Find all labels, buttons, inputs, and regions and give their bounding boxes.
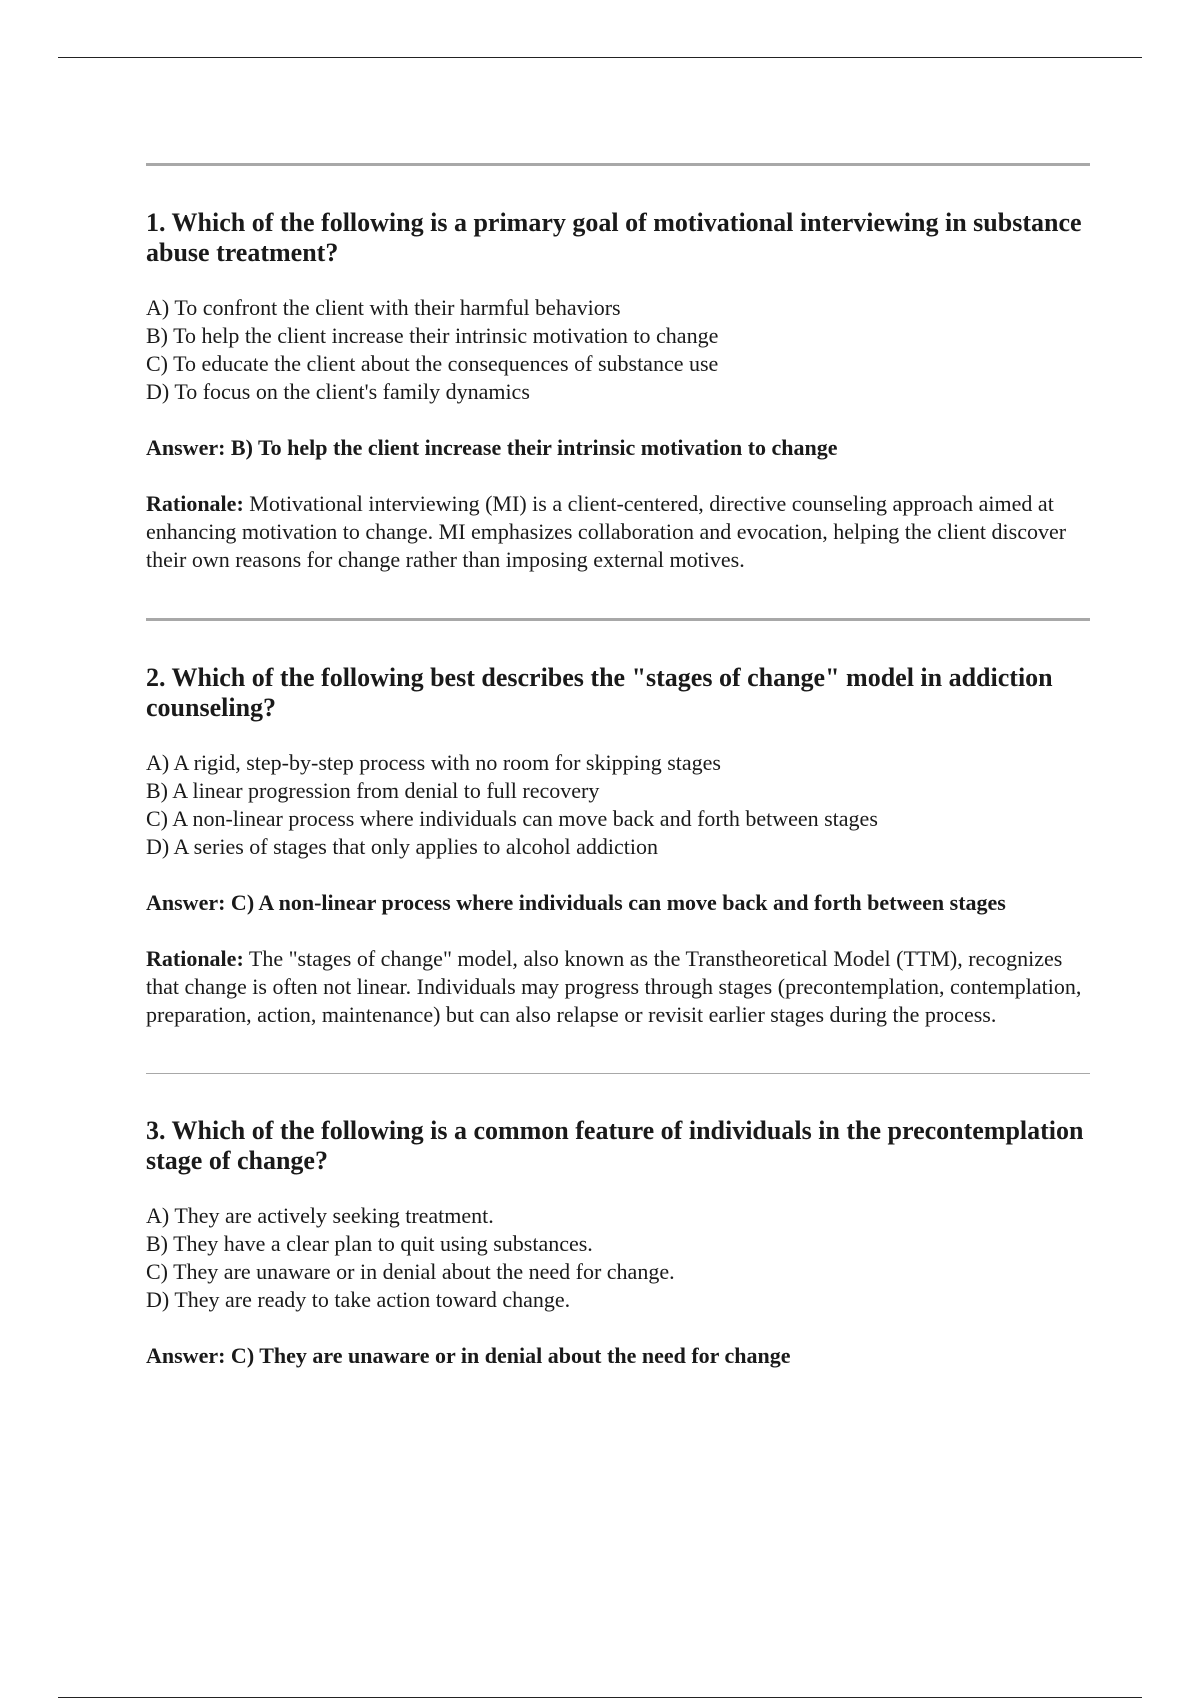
question-3: [146, 1074, 1090, 1370]
rationale-text: The "stages of change" model, also known as the Transtheoretical Model (TTM), recognizes that change is often not linear. Individuals may progress through stages (precontemplation, contemplation, preparation, action, maintenance) but can also relapse or revisit earlier stages during the process.: [146, 946, 1082, 1027]
page-bottom-rule: [58, 1697, 1142, 1698]
rationale-label: Rationale:: [146, 946, 244, 971]
question-title: 2. Which of the following best describes the "stages of change" model in addiction counseling?: [146, 663, 1053, 722]
option-a: A) They are actively seeking treatment.: [146, 1203, 494, 1228]
option-c: C) A non-linear process where individuals can move back and forth between stages: [146, 806, 878, 831]
option-d: D) A series of stages that only applies to alcohol addiction: [146, 834, 659, 859]
document-body: [146, 163, 1090, 1370]
option-c: C) To educate the client about the consequences of substance use: [146, 351, 719, 376]
rationale-label: Rationale:: [146, 491, 244, 516]
option-b: B) To help the client increase their intrinsic motivation to change: [146, 323, 719, 348]
option-a: A) A rigid, step-by-step process with no room for skipping stages: [146, 750, 721, 775]
rationale-text: Motivational interviewing (MI) is a client-centered, directive counseling approach aimed at enhancing motivation to change. MI emphasizes collaboration and evocation, helping the client discover their own reasons for change rather than imposing external motives.: [146, 491, 1067, 572]
answer-line: Answer: C) They are unaware or in denial about the need for change: [146, 1343, 791, 1368]
page-top-rule: [58, 57, 1142, 58]
answer-line: Answer: B) To help the client increase their intrinsic motivation to change: [146, 435, 838, 460]
rationale: [146, 917, 1090, 1073]
rationale: [146, 462, 1090, 618]
answer-options: [146, 723, 1090, 861]
question-title: 1. Which of the following is a primary goal of motivational interviewing in substance abuse treatment?: [146, 208, 1082, 267]
answer-line: Answer: C) A non-linear process where individuals can move back and forth between stages: [146, 890, 1006, 915]
option-d: D) They are ready to take action toward change.: [146, 1287, 571, 1312]
question-1: [146, 166, 1090, 618]
option-c: C) They are unaware or in denial about the need for change.: [146, 1259, 675, 1284]
question-2: [146, 621, 1090, 1073]
answer-options: [146, 1176, 1090, 1314]
option-b: B) A linear progression from denial to full recovery: [146, 778, 600, 803]
answer-options: [146, 268, 1090, 406]
option-a: A) To confront the client with their harmful behaviors: [146, 295, 621, 320]
option-b: B) They have a clear plan to quit using substances.: [146, 1231, 593, 1256]
option-d: D) To focus on the client's family dynamics: [146, 379, 530, 404]
question-title: 3. Which of the following is a common feature of individuals in the precontemplation stage of change?: [146, 1116, 1084, 1175]
